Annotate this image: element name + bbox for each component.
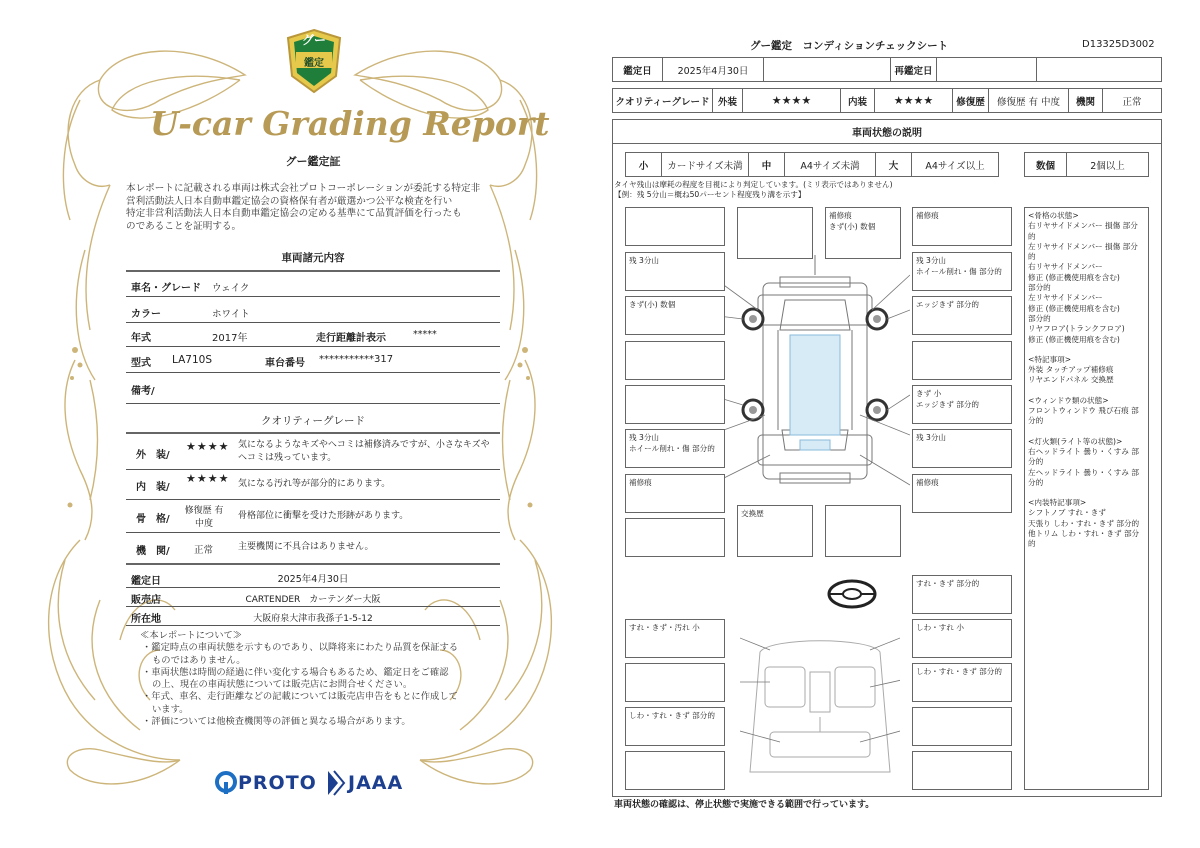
detail-line: 修正 (修正機使用痕を含む) [1028, 303, 1120, 313]
legend-large-desc: A4サイズ以上 [925, 160, 985, 172]
note-line: ・鑑定時点の車両状態を示すものであり、以降将来にわたり品質を保証する [142, 642, 459, 654]
detail-heading: <灯火類(ライト等の状態)> [1028, 436, 1123, 446]
engine-grade: 正常 [194, 545, 214, 556]
exterior-comment-line2: ヘコミは残っています。 [238, 453, 337, 463]
remarks-label: 備考/ [131, 386, 155, 397]
divider [126, 532, 500, 533]
notes-title: ≪本レポートについて≫ [140, 630, 243, 641]
note-text: 補修痕 [829, 211, 852, 220]
note-box-right-5 [912, 385, 1012, 424]
note-text: 補修痕 [916, 211, 939, 220]
note-box-right-3 [912, 296, 1012, 335]
note-box-interior-left-1 [625, 619, 725, 658]
size-legend [625, 152, 999, 177]
statement-line: 特定非営利活動法人日本自動車鑑定協会の定める基準にて品質評価を行ったも [126, 208, 462, 219]
note-text: ホイール削れ・傷 部分的 [916, 267, 1002, 276]
legend-small-desc: カードサイズ未満 [662, 153, 749, 176]
date-row [612, 57, 1162, 82]
note-text: ホイール削れ・傷 部分的 [629, 444, 715, 453]
detail-line: 左リヤサイドメンバー [1028, 293, 1103, 303]
frame-label: 骨 格/ [136, 514, 170, 525]
note-box-right-2 [912, 252, 1012, 291]
divider [126, 270, 500, 272]
tire-note-line1: タイヤ残山は摩耗の程度を目視により判定しています。(ミリ表示ではありません) [614, 180, 893, 189]
color-label: カラー [131, 309, 161, 320]
note-box-interior-left-3 [625, 707, 725, 746]
note-box-interior-left-2 [625, 663, 725, 702]
detail-line: 外装 タッチアップ補修痕 [1028, 365, 1114, 375]
blank-cell [764, 58, 891, 81]
condition-section-title: 車両状態の説明 [612, 119, 1162, 144]
divider [126, 587, 500, 588]
note-box-bottom-center-1 [737, 505, 813, 557]
note-line: ものではありません。 [152, 654, 246, 666]
note-text: すれ・きず 部分的 [916, 579, 980, 588]
badge-top-text: グー [301, 33, 326, 47]
detail-line: 右リヤサイドメンバー 損傷 部分的 [1028, 221, 1138, 241]
note-box-bottom-center-2 [825, 505, 901, 557]
note-text: きず(小) 数個 [629, 300, 676, 309]
car-name-label: 車名・グレード [131, 283, 201, 294]
note-text: エッジきず 部分的 [916, 400, 980, 409]
legend-count-desc: 2個以上 [1090, 160, 1125, 172]
detail-line: 右ヘッドライト 曇り・くすみ 部分的 [1028, 446, 1139, 467]
proto-logo-icon [214, 770, 238, 796]
certificate-statement [126, 183, 500, 233]
engine-label: 機関 [1069, 89, 1103, 112]
note-box-interior-right-2 [912, 663, 1012, 702]
car-name-value: ウェイク [212, 283, 250, 294]
reappraisal-date-label: 再鑑定日 [891, 58, 937, 81]
interior-label: 内 装/ [136, 482, 170, 493]
grade-row [612, 88, 1162, 113]
address-label: 所在地 [131, 614, 161, 625]
quality-grade-label: クオリティーグレード [613, 89, 713, 112]
quality-section-title: クオリティーグレード [261, 415, 365, 427]
note-text: 補修痕 [916, 478, 939, 487]
divider [126, 346, 500, 347]
note-box-bottom-left [625, 518, 725, 557]
divider [126, 322, 500, 323]
document-id: D13325D3002 [1082, 39, 1155, 50]
reappraisal-date-value [937, 58, 1037, 81]
legend-mid-desc: A4サイズ未満 [785, 153, 876, 176]
engine-value: 正常 [1122, 96, 1142, 108]
note-box-steering [912, 575, 1012, 614]
year-label: 年式 [131, 333, 151, 344]
note-box-top-right [912, 207, 1012, 246]
interior-notes-block [1028, 498, 1145, 549]
exterior-label: 外装 [713, 89, 743, 112]
jaaa-logo-text: JAAA [348, 772, 404, 794]
frame-grade: 修復歴 有 [184, 506, 224, 516]
statement-line: のであることを証明する。 [126, 220, 242, 232]
divider [126, 372, 500, 373]
note-text: しわ・すれ・きず 部分的 [629, 711, 715, 720]
spec-section-title: 車両諸元内容 [281, 252, 345, 264]
exterior-label: 外 装/ [136, 450, 170, 461]
note-box-right-7 [912, 474, 1012, 513]
report-notes [140, 630, 500, 728]
note-box-left-5 [625, 385, 725, 424]
detail-line: 他トリム しわ・すれ・きず 部分的 [1028, 529, 1140, 549]
badge-bottom-text: 鑑定 [304, 58, 324, 69]
detail-line: リヤフロア(トランクフロア) [1028, 324, 1125, 334]
note-line: ・車両状態は時間の経過に伴い変化する場合もあるため、鑑定日をご確認 [142, 666, 449, 678]
appraisal-date-value: 2025年4月30日 [663, 58, 764, 81]
note-box-interior-right-4 [912, 751, 1012, 790]
repair-history-value: 修復歴 有 中度 [989, 89, 1069, 112]
special-notes-block [1028, 355, 1145, 386]
note-line: ・評価については他検査機関等の評価と異なる場合があります。 [142, 716, 411, 728]
jaaa-logo-icon [326, 769, 348, 797]
note-text: 補修痕 [629, 478, 652, 487]
exterior-grade: ★★★★ [186, 440, 230, 453]
proto-logo-text: PROTO [238, 772, 317, 794]
legend-large: 大 [876, 153, 912, 176]
detail-line: 天張り しわ・すれ・きず 部分的 [1028, 518, 1140, 528]
chassis-label: 車台番号 [265, 358, 305, 369]
mileage-label: 走行距離計表示 [316, 333, 386, 344]
exterior-comment-line1: 気になるようなキズやヘコミは補修済みですが、小さなキズや [238, 440, 490, 450]
chassis-value: ***********317 [319, 354, 394, 365]
tire-note-line2: 【例：残 5分山＝概ね50パーセント程度残り溝を示す】 [614, 190, 806, 199]
note-text: すれ・きず・汚れ 小 [629, 623, 700, 632]
note-box-interior-right-1 [912, 619, 1012, 658]
dealer-value: CARTENDER カーテンダー大阪 [245, 595, 381, 605]
detail-line: 部分的 [1028, 313, 1051, 323]
note-line: ・年式、車名、走行距離などの記載については販売店申告をもとに作成して [142, 691, 458, 703]
detail-line: 修正 (修正機使用痕を含む) [1028, 272, 1120, 282]
note-text: きず(小) 数個 [829, 222, 876, 231]
exterior-grade: ★★★★ [743, 89, 841, 112]
certificate-heading: グー鑑定証 [285, 155, 341, 168]
statement-line: 営利活動法人日本自動車鑑定協会の資格保有者が厳選かつ公平な検査を行い [126, 195, 453, 207]
engine-comment: 主要機関に不具合はありません。 [238, 542, 374, 552]
divider [126, 403, 500, 404]
car-interior-diagram [740, 632, 900, 782]
note-line: の上、現在の車両状態については販売店にお問合せください。 [152, 679, 413, 691]
blank-cell [1037, 58, 1161, 81]
interior-grade: ★★★★ [875, 89, 953, 112]
condition-check-sheet [600, 0, 1200, 848]
detail-heading: <骨格の状態> [1028, 211, 1079, 220]
model-label: 型式 [131, 358, 151, 369]
model-value: LA710S [172, 354, 212, 366]
condition-details-panel [1024, 207, 1149, 790]
detail-line: 部分的 [1028, 283, 1051, 293]
note-box-left-6 [625, 429, 725, 468]
engine-label: 機 関/ [136, 546, 170, 557]
detail-line: リヤエンドパネル 交換歴 [1028, 375, 1114, 385]
detail-line: 右リヤサイドメンバー [1028, 262, 1103, 272]
report-title: U-car Grading Report [150, 104, 550, 143]
year-value: 2017年 [212, 333, 248, 344]
note-box-top-center-1 [737, 207, 813, 259]
repair-history-label: 修復歴 [953, 89, 989, 112]
note-text: 残 3分山 [629, 433, 660, 442]
window-condition-block [1028, 396, 1145, 427]
note-box-top-center-2 [825, 207, 901, 259]
detail-heading: <ウィンドウ類の状態> [1028, 395, 1109, 405]
note-box-interior-right-3 [912, 707, 1012, 746]
note-text: 残 3分山 [629, 256, 660, 265]
dealer-label: 販売店 [131, 595, 161, 606]
detail-heading: <特記事項> [1028, 354, 1072, 364]
detail-line: 左リヤサイドメンバー 損傷 部分的 [1028, 241, 1138, 262]
detail-heading: <内装特記事項> [1028, 498, 1087, 508]
note-box-left-3 [625, 296, 725, 335]
note-line: います。 [152, 703, 189, 715]
divider [126, 469, 500, 470]
car-top-view-diagram [710, 255, 910, 505]
note-box-interior-left-4 [625, 751, 725, 790]
footer-note: 車両状態の確認は、停止状態で実施できる範囲で行っています。 [614, 800, 875, 810]
detail-line: フロントウィンドウ 飛び石痕 部分的 [1028, 406, 1139, 426]
legend-small: 小 [626, 153, 662, 176]
note-text: 残 3分山 [916, 256, 947, 265]
divider [126, 432, 500, 434]
note-text: 交換歴 [741, 509, 764, 518]
note-box-right-6 [912, 429, 1012, 468]
note-box-right-4 [912, 341, 1012, 380]
note-text: しわ・すれ 小 [916, 623, 964, 632]
note-text: エッジきず 部分的 [916, 300, 980, 309]
frame-condition-block [1028, 211, 1145, 345]
frame-grade-level: 中度 [194, 519, 213, 529]
divider [126, 499, 500, 500]
steering-wheel-icon [826, 578, 878, 610]
interior-label: 内装 [841, 89, 875, 112]
divider [126, 625, 500, 626]
appraisal-date-label: 鑑定日 [613, 58, 663, 81]
note-box-left-4 [625, 341, 725, 380]
detail-line: シフトノブ すれ・きず [1028, 508, 1106, 518]
divider [126, 563, 500, 565]
note-text: しわ・すれ・きず 部分的 [916, 667, 1002, 676]
count-legend [1024, 152, 1149, 177]
mileage-value: ***** [413, 329, 437, 340]
note-text: きず 小 [916, 389, 942, 398]
appraisal-date-value: 2025年4月30日 [277, 574, 349, 585]
note-box-left-7 [625, 474, 725, 513]
lights-condition-block [1028, 437, 1145, 488]
frame-comment: 骨格部位に衝撃を受けた形跡があります。 [238, 511, 409, 521]
legend-count: 数個 [1025, 153, 1067, 176]
note-box-left-2 [625, 252, 725, 291]
address-value: 大阪府泉大津市我孫子1-5-12 [253, 614, 373, 624]
note-text: 残 3分山 [916, 433, 947, 442]
divider [126, 606, 500, 607]
color-value: ホワイト [212, 309, 250, 320]
note-box-top-left [625, 207, 725, 246]
detail-line: 修正 (修正機使用痕を含む) [1028, 334, 1120, 344]
appraisal-date-label: 鑑定日 [131, 576, 161, 587]
legend-mid: 中 [749, 153, 785, 176]
detail-line: 左ヘッドライト 曇り・くすみ 部分的 [1028, 467, 1139, 487]
statement-line: 本レポートに記載される車両は株式会社プロトコーポレーションが委託する特定非 [126, 183, 481, 194]
interior-comment: 気になる汚れ等が部分的にあります。 [238, 479, 391, 489]
interior-grade: ★★★★ [186, 472, 230, 485]
divider [126, 296, 500, 297]
sheet-title: グー鑑定 コンディションチェックシート [750, 40, 949, 52]
